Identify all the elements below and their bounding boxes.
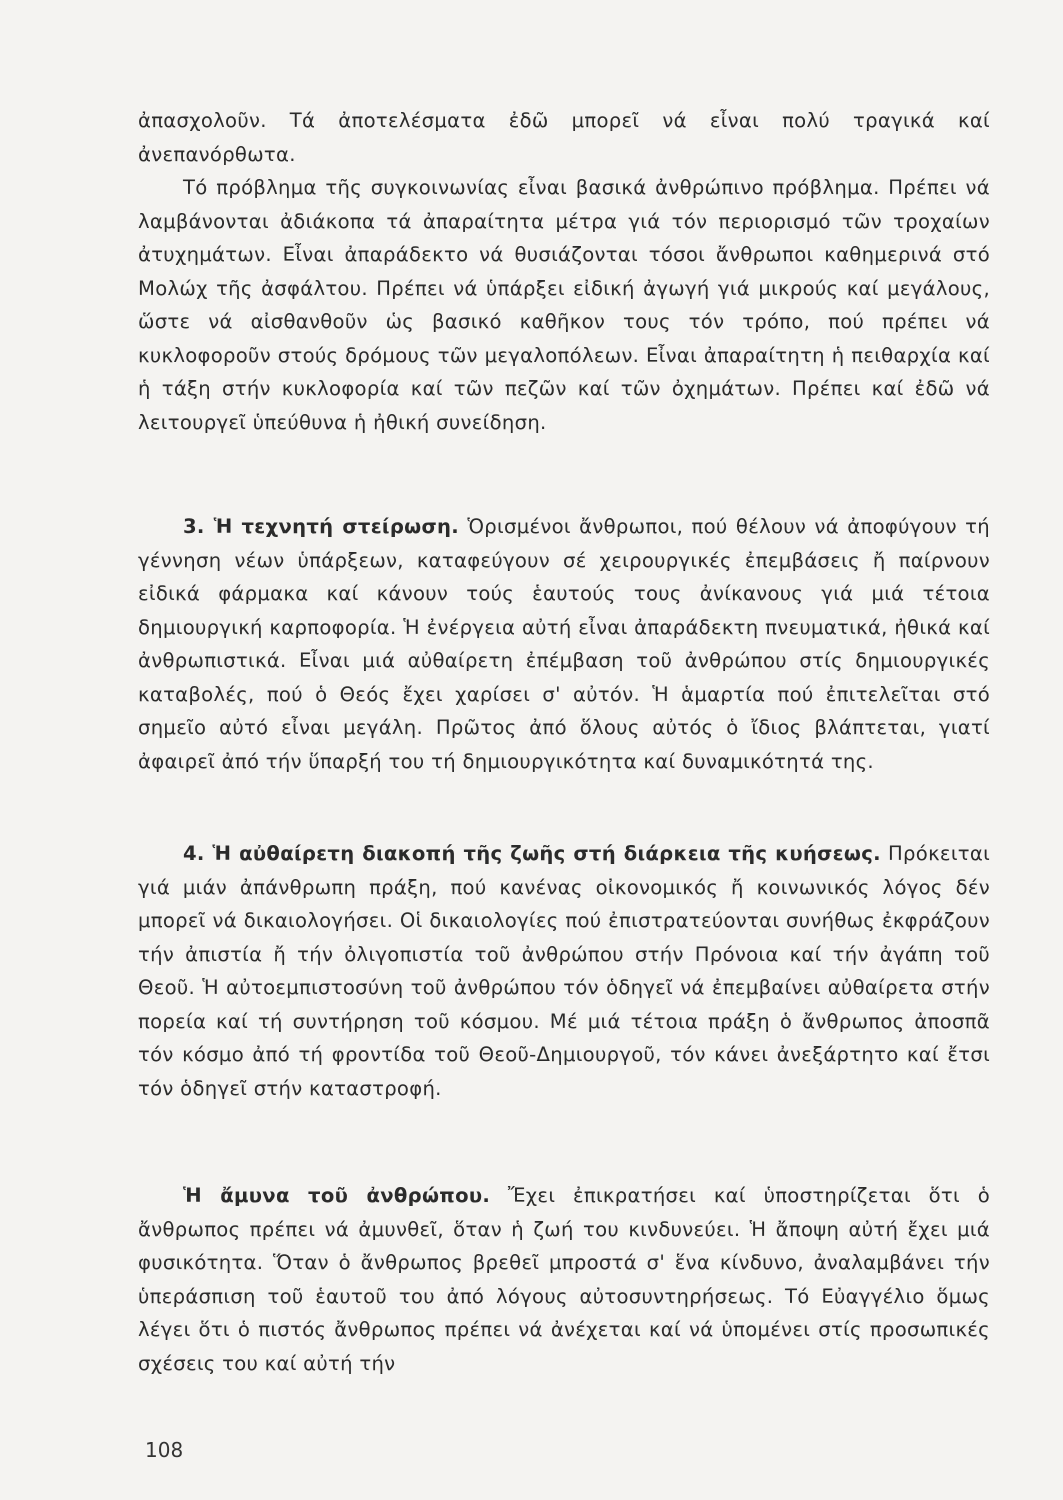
paragraph-continuation: ἀπασχολοῦν. Τά ἀποτελέσματα ἐδῶ μπορεῖ νά εἶναι πολύ τραγικά καί ἀνεπανόρθωτα.: [138, 109, 990, 166]
section-heading-sterilization: 3. Ἡ τεχνητή στείρωση.: [183, 515, 460, 538]
text-block-sterilization: [138, 510, 990, 778]
section-heading-self-defense: Ἡ ἄμυνα τοῦ ἀνθρώπου.: [183, 1184, 491, 1207]
paragraph-body-abortion: Πρόκειται γιά μιάν ἀπάνθρωπη πράξη, πού κανένας οἰκονομικός ἤ κοινωνικός λόγος δέν μπορεῖ νά δικαιολογήσει. Οἱ δικαιολογίες πού ἐπιστρατεύονται συνήθως ἐκφράζουν τήν ἀπιστία ἤ τήν ὀλιγοπιστία τοῦ ἀνθρώπου στήν Πρόνοια καί τήν ἀγάπη τοῦ Θεοῦ. Ἡ αὐτοεμπιστοσύνη τοῦ ἀνθρώπου τόν ὁδηγεῖ νά ἐπεμβαίνει αὐθαίρετα στήν πορεία καί τή συντήρηση τοῦ κόσμου. Μέ μιά τέτοια πράξη ὁ ἄνθρωπος ἀποσπᾶ τόν κόσμο ἀπό τή φροντίδα τοῦ Θεοῦ-Δημιουργοῦ, τόν κάνει ἀνεξάρτητο καί ἔτσι τόν ὁδηγεῖ στήν καταστροφή.: [138, 842, 990, 1100]
section-heading-abortion: 4. Ἡ αὐθαίρετη διακοπή τῆς ζωῆς στή διάρκεια τῆς κυήσεως.: [183, 842, 881, 865]
text-block-abortion: [138, 837, 990, 1105]
text-block-self-defense: [138, 1179, 990, 1380]
text-block-traffic: [138, 104, 990, 439]
page-number: 108: [145, 1438, 184, 1462]
paragraph-traffic-problem: Τό πρόβλημα τῆς συγκοινωνίας εἶναι βασικά ἀνθρώπινο πρόβλημα. Πρέπει νά λαμβάνονται ἀδιάκοπα τά ἀπαραίτητα μέτρα γιά τόν περιορισμό τῶν τροχαίων ἀτυχημάτων. Εἶναι ἀπαράδεκτο νά θυσιάζονται τόσοι ἄνθρωποι καθημερινά στό Μολώχ τῆς ἀσφάλτου. Πρέπει νά ὑπάρξει εἰδική ἀγωγή γιά μικρούς καί μεγάλους, ὥστε νά αἰσθανθοῦν ὡς βασικό καθῆκον τους τόν τρόπο, πού πρέπει νά κυκλοφοροῦν στούς δρόμους τῶν μεγαλοπόλεων. Εἶναι ἀπαραίτητη ἡ πειθαρχία καί ἡ τάξη στήν κυκλοφορία καί τῶν πεζῶν καί τῶν ὀχημάτων. Πρέπει καί ἐδῶ νά λειτουργεῖ ὑπεύθυνα ἡ ἠθική συνείδηση.: [138, 176, 990, 434]
paragraph-self-defense: [138, 1179, 990, 1380]
paragraph-body-self-defense: Ἔχει ἐπικρατήσει καί ὑποστηρίζεται ὅτι ὁ ἄνθρωπος πρέπει νά ἀμυνθεῖ, ὅταν ἡ ζωή του κινδυνεύει. Ἡ ἄποψη αὐτή ἔχει μιά φυσικότητα. Ὅταν ὁ ἄνθρωπος βρεθεῖ μπροστά σ' ἕνα κίνδυνο, ἀναλαμβάνει τήν ὑπεράσπιση τοῦ ἑαυτοῦ του ἀπό λόγους αὐτοσυντηρήσεως. Τό Εὐαγγέλιο ὅμως λέγει ὅτι ὁ πιστός ἄνθρωπος πρέπει νά ἀνέχεται καί νά ὑπομένει στίς προσωπικές σχέσεις του καί αὐτή τήν: [138, 1184, 990, 1375]
paragraph-sterilization: [138, 510, 990, 778]
paragraph-body-sterilization: Ὁρισμένοι ἄνθρωποι, πού θέλουν νά ἀποφύγουν τή γέννηση νέων ὑπάρξεων, καταφεύγουν σέ χειρουργικές ἐπεμβάσεις ἤ παίρνουν εἰδικά φάρμακα καί κάνουν τούς ἑαυτούς τους ἀνίκανους γιά μιά τέτοια δημιουργική καρποφορία. Ἡ ἐνέργεια αὐτή εἶναι ἀπαράδεκτη πνευματικά, ἠθικά καί ἀνθρωπιστικά. Εἶναι μιά αὐθαίρετη ἐπέμβαση τοῦ ἀνθρώπου στίς δημιουργικές καταβολές, πού ὁ Θεός ἔχει χαρίσει σ' αὐτόν. Ἡ ἁμαρτία πού ἐπιτελεῖται στό σημεῖο αὐτό εἶναι μεγάλη. Πρῶτος ἀπό ὅλους αὐτός ὁ ἴδιος βλάπτεται, γιατί ἀφαιρεῖ ἀπό τήν ὕπαρξή του τή δημιουργικότητα καί δυναμικότητά της.: [138, 515, 990, 773]
paragraph-abortion: [138, 837, 990, 1105]
